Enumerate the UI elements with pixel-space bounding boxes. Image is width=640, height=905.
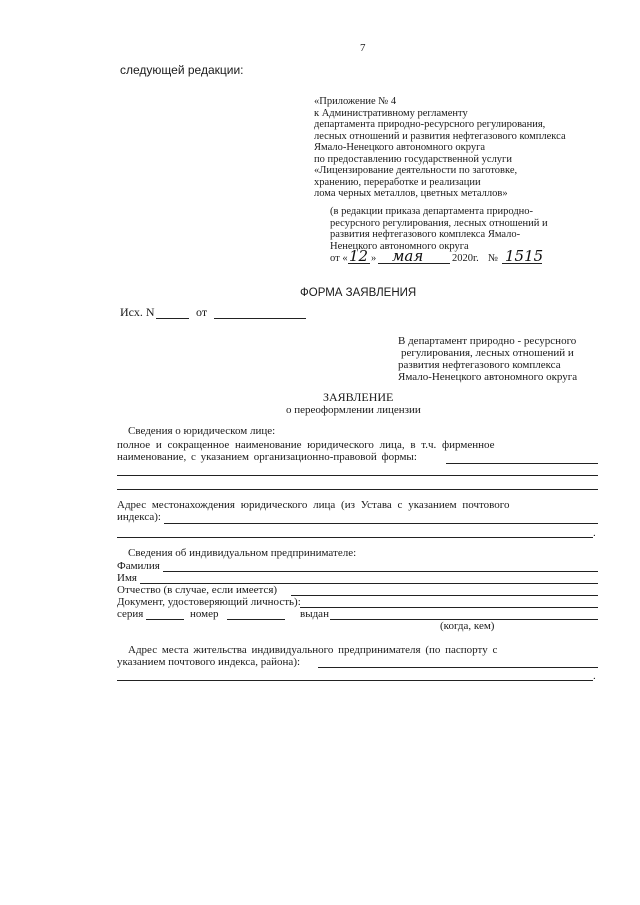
addressee-line: регулирования, лесных отношений и (401, 347, 574, 359)
surname-field[interactable] (163, 571, 598, 572)
date-prefix: от « (330, 253, 348, 264)
form-title: ФОРМА ЗАЯВЛЕНИЯ (300, 287, 417, 299)
appendix-line: к Административному регламенту (314, 107, 468, 119)
appendix-line: «Приложение № 4 (314, 96, 397, 107)
edition-line: Ненецкого автономного округа (330, 240, 469, 252)
series-label: серия (117, 608, 144, 620)
issued-label: выдан (300, 608, 329, 620)
statement-subtitle: о переоформлении лицензии (286, 404, 421, 416)
handwritten-day: 12 (349, 247, 369, 265)
legal-name-field[interactable] (446, 463, 598, 464)
legal-name-line1: полное и сокращенное наименование юридического лица, в т.ч. фирменное (117, 439, 495, 451)
appendix-line: департамента природно-ресурсного регулирования, (314, 119, 546, 130)
doc-number-label: номер (190, 608, 219, 620)
legal-name-field-3[interactable] (117, 489, 598, 490)
appendix-line: «Лицензирование деятельности по заготовке, (314, 165, 518, 176)
outgoing-number-field[interactable] (156, 318, 189, 319)
appendix-line: лесных отношений и развития нефтегазового комплекса (314, 130, 566, 142)
date-mid: » (371, 253, 377, 264)
addressee-line: Ямало-Ненецкого автономного округа (398, 371, 578, 383)
issued-hint: (когда, кем) (440, 620, 495, 632)
month-underline (378, 263, 450, 264)
outgoing-label: Исх. N (120, 305, 155, 319)
name-label: Имя (117, 572, 137, 584)
legal-address-line2: индекса): (117, 511, 161, 523)
residence-field-2[interactable] (117, 680, 593, 681)
day-underline (348, 263, 370, 264)
residence-line2: указанием почтового индекса, района): (117, 656, 301, 668)
edition-line: ресурсного регулирования, лесных отношений и (330, 217, 548, 229)
appendix-line: по предоставлению государственной услуги (314, 153, 512, 165)
doc-number-field[interactable] (227, 619, 285, 620)
legal-entity-heading: Сведения о юридическом лице: (128, 425, 276, 437)
outgoing-date-field[interactable] (214, 318, 306, 319)
document-field[interactable] (300, 607, 598, 608)
legal-name-field-2[interactable] (117, 475, 598, 476)
handwritten-month: мая (392, 247, 424, 265)
series-field[interactable] (146, 619, 184, 620)
number-label: № (488, 253, 499, 264)
appendix-line: Ямало-Ненецкого автономного округа (314, 142, 486, 153)
residence-end: . (593, 670, 596, 682)
entrepreneur-heading: Сведения об индивидуальном предпринимателе: (128, 547, 357, 559)
page-number: 7 (360, 42, 366, 54)
outgoing-from-label: от (196, 305, 208, 319)
legal-name-line2: наименование, с указанием организационно-правовой формы: (117, 451, 417, 463)
handwritten-number: 1515 (505, 247, 544, 265)
appendix-line: хранению, переработке и реализации (314, 176, 481, 188)
residence-line1: Адрес места жительства индивидуального предпринимателя (по паспорту с (128, 644, 498, 656)
patronymic-field[interactable] (291, 595, 598, 596)
legal-address-line1: Адрес местонахождения юридического лица (из Устава с указанием почтового (117, 499, 510, 511)
number-underline (502, 263, 542, 264)
edition-block (330, 206, 548, 252)
statement-title: ЗАЯВЛЕНИЕ (323, 390, 394, 404)
addressee-block (398, 335, 577, 383)
surname-label: Фамилия (117, 560, 160, 572)
document-label: Документ, удостоверяющий личность): (117, 596, 301, 608)
addressee-line: В департамент природно - ресурсного (398, 335, 577, 347)
patronymic-label: Отчество (в случае, если имеется) (117, 584, 278, 596)
edition-line: развития нефтегазового комплекса Ямало- (330, 229, 521, 240)
edition-line: (в редакции приказа департамента природно- (330, 206, 534, 217)
appendix-line: лома черных металлов, цветных металлов» (314, 188, 508, 199)
addressee-line: развития нефтегазового комплекса (398, 359, 561, 371)
appendix-block (314, 96, 566, 200)
legal-address-field[interactable] (164, 523, 598, 524)
intro-text: следующей редакции: (120, 63, 244, 77)
date-year: 2020г. (452, 253, 479, 264)
residence-field[interactable] (318, 667, 598, 668)
legal-address-end: . (593, 527, 596, 539)
legal-address-field-2[interactable] (117, 537, 593, 538)
